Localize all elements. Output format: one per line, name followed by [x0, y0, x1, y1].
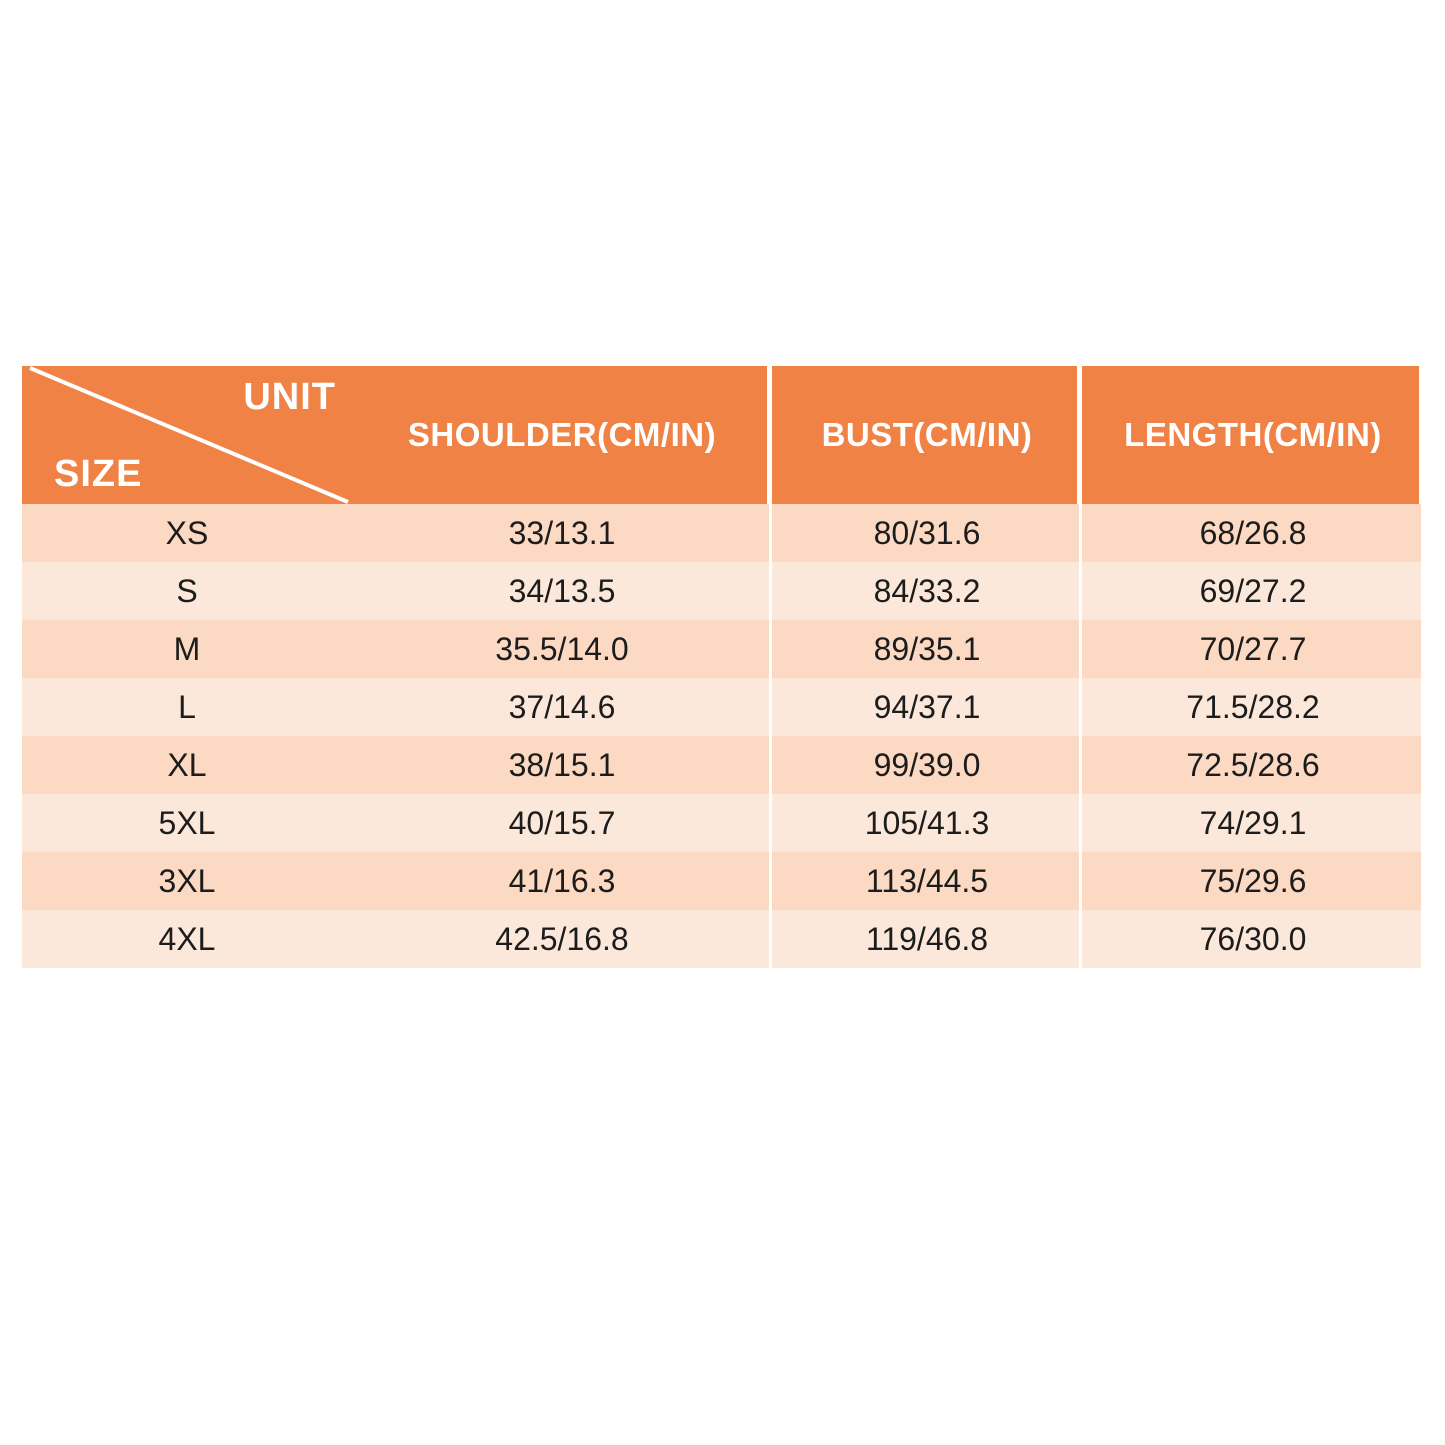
- cell-length: 71.5/28.2: [1082, 678, 1424, 736]
- cell-length: 72.5/28.6: [1082, 736, 1424, 794]
- table-row: [22, 794, 1424, 852]
- header-unit-label: UNIT: [243, 376, 336, 418]
- cell-shoulder: 34/13.5: [352, 562, 772, 620]
- table-row: [22, 852, 1424, 910]
- header-col-bust: BUST(CM/IN): [772, 366, 1082, 504]
- cell-shoulder: 42.5/16.8: [352, 910, 772, 968]
- cell-size: L: [22, 678, 352, 736]
- table-row: [22, 910, 1424, 968]
- cell-length: 76/30.0: [1082, 910, 1424, 968]
- cell-size: S: [22, 562, 352, 620]
- cell-length: 74/29.1: [1082, 794, 1424, 852]
- header-corner-cell: [22, 366, 352, 504]
- table-header-row: [22, 366, 1424, 504]
- cell-bust: 84/33.2: [772, 562, 1082, 620]
- table-row: [22, 736, 1424, 794]
- cell-shoulder: 38/15.1: [352, 736, 772, 794]
- cell-size: 4XL: [22, 910, 352, 968]
- cell-length: 70/27.7: [1082, 620, 1424, 678]
- cell-size: M: [22, 620, 352, 678]
- cell-bust: 94/37.1: [772, 678, 1082, 736]
- table-row: [22, 562, 1424, 620]
- cell-shoulder: 40/15.7: [352, 794, 772, 852]
- header-col-length: LENGTH(CM/IN): [1082, 366, 1424, 504]
- header-size-label: SIZE: [54, 453, 143, 495]
- cell-bust: 105/41.3: [772, 794, 1082, 852]
- cell-bust: 99/39.0: [772, 736, 1082, 794]
- cell-shoulder: 35.5/14.0: [352, 620, 772, 678]
- cell-size: XL: [22, 736, 352, 794]
- size-chart-table: [22, 366, 1424, 968]
- cell-size: XS: [22, 504, 352, 562]
- cell-shoulder: 33/13.1: [352, 504, 772, 562]
- cell-size: 5XL: [22, 794, 352, 852]
- cell-bust: 119/46.8: [772, 910, 1082, 968]
- cell-length: 75/29.6: [1082, 852, 1424, 910]
- cell-size: 3XL: [22, 852, 352, 910]
- table-row: [22, 620, 1424, 678]
- table-row: [22, 678, 1424, 736]
- cell-bust: 113/44.5: [772, 852, 1082, 910]
- cell-length: 69/27.2: [1082, 562, 1424, 620]
- cell-bust: 80/31.6: [772, 504, 1082, 562]
- cell-length: 68/26.8: [1082, 504, 1424, 562]
- cell-bust: 89/35.1: [772, 620, 1082, 678]
- header-col-shoulder: SHOULDER(CM/IN): [352, 366, 772, 504]
- cell-shoulder: 41/16.3: [352, 852, 772, 910]
- size-chart-table-container: [22, 366, 1424, 968]
- cell-shoulder: 37/14.6: [352, 678, 772, 736]
- table-row: [22, 504, 1424, 562]
